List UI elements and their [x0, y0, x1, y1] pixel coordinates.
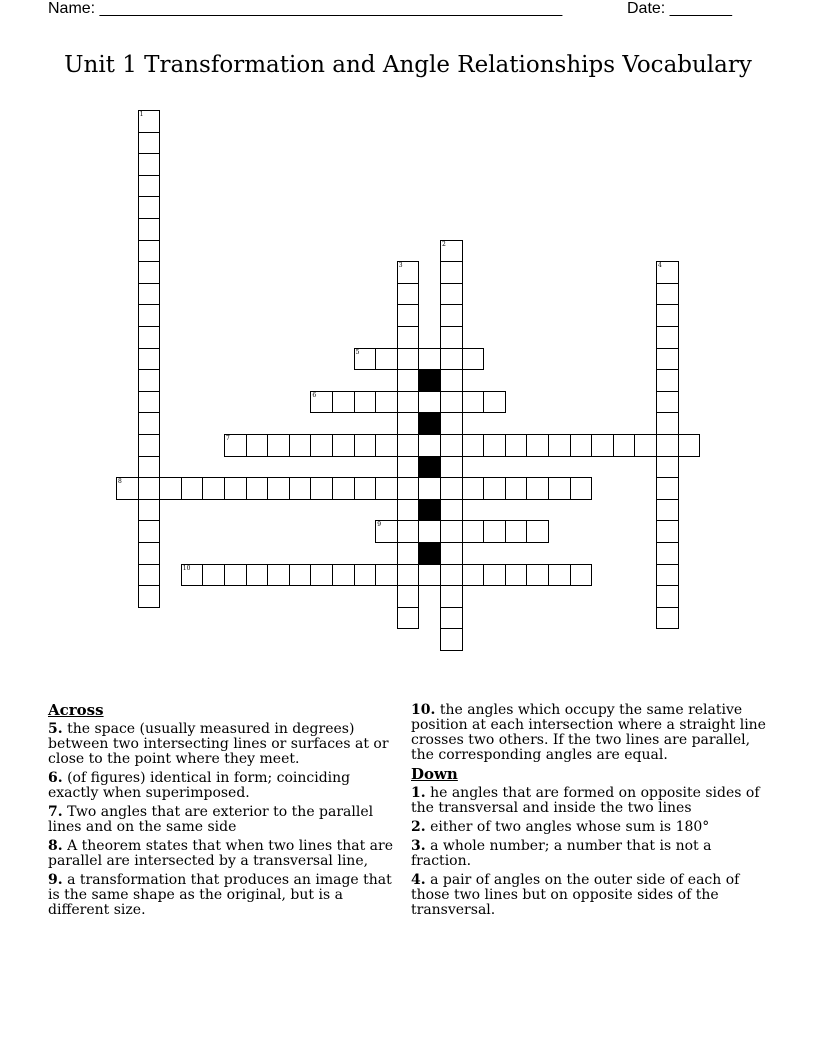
clue-text: a whole number; a number that is not a fraction.	[411, 838, 712, 869]
grid-cell[interactable]	[440, 240, 463, 263]
clues-left-column	[48, 703, 403, 922]
grid-cell[interactable]	[138, 391, 161, 414]
black-cell	[418, 369, 441, 392]
grid-cell[interactable]	[462, 564, 485, 587]
grid-cell[interactable]	[354, 564, 377, 587]
grid-cell[interactable]	[116, 477, 139, 500]
grid-cell[interactable]	[440, 434, 463, 457]
grid-cell[interactable]	[526, 434, 549, 457]
clue-text: (of figures) identical in form; coinciding exactly when superimposed.	[48, 770, 351, 801]
grid-cell[interactable]	[202, 564, 225, 587]
grid-cell[interactable]	[418, 391, 441, 414]
grid-cell[interactable]	[138, 196, 161, 219]
grid-cell[interactable]	[397, 283, 420, 306]
grid-cell[interactable]	[526, 477, 549, 500]
grid-cell[interactable]	[656, 412, 679, 435]
grid-cell[interactable]	[375, 391, 398, 414]
grid-cell[interactable]	[505, 434, 528, 457]
grid-cell[interactable]	[418, 564, 441, 587]
grid-cell[interactable]	[656, 585, 679, 608]
grid-cell[interactable]	[397, 412, 420, 435]
grid-cell[interactable]	[138, 175, 161, 198]
grid-cell[interactable]	[570, 434, 593, 457]
clue-text: the angles which occupy the same relative position at each intersection where a straight line crosses two others. If the two lines are parallel, the corresponding angles are equal.	[411, 702, 766, 763]
grid-cell[interactable]	[656, 283, 679, 306]
name-field[interactable]: Name: ____________________________________________________	[48, 0, 563, 17]
grid-cell[interactable]	[289, 434, 312, 457]
grid-cell[interactable]	[397, 564, 420, 587]
grid-cell[interactable]	[181, 564, 204, 587]
grid-cell[interactable]	[440, 391, 463, 414]
black-cell	[418, 542, 441, 565]
cell-number: 5	[355, 348, 360, 356]
grid-cell[interactable]	[656, 499, 679, 522]
grid-cell[interactable]	[375, 564, 398, 587]
grid-cell[interactable]	[138, 348, 161, 371]
grid-cell[interactable]	[397, 456, 420, 479]
grid-cell[interactable]	[138, 240, 161, 263]
grid-cell[interactable]	[505, 477, 528, 500]
grid-cell[interactable]	[138, 520, 161, 543]
clue-number: 10.	[411, 702, 436, 718]
clue-across-5	[48, 722, 403, 767]
grid-cell[interactable]	[440, 304, 463, 327]
grid-cell[interactable]	[138, 132, 161, 155]
grid-cell[interactable]	[656, 261, 679, 284]
grid-cell[interactable]	[440, 520, 463, 543]
cell-number: 6	[312, 391, 317, 399]
grid-cell[interactable]	[246, 434, 269, 457]
grid-cell[interactable]	[656, 391, 679, 414]
cell-number: 4	[658, 262, 662, 270]
cell-number: 9	[377, 521, 382, 529]
grid-cell[interactable]	[462, 391, 485, 414]
clue-down-1	[411, 786, 771, 816]
grid-cell[interactable]	[440, 607, 463, 630]
clue-number: 1.	[411, 785, 426, 801]
grid-cell[interactable]	[267, 564, 290, 587]
grid-cell[interactable]	[548, 564, 571, 587]
clue-number: 9.	[48, 872, 63, 888]
clue-across-10	[411, 703, 771, 763]
grid-cell[interactable]	[397, 369, 420, 392]
grid-cell[interactable]	[440, 412, 463, 435]
grid-cell[interactable]	[138, 456, 161, 479]
grid-cell[interactable]	[397, 348, 420, 371]
grid-cell[interactable]	[505, 564, 528, 587]
clue-text: a pair of angles on the outer side of each of those two lines but on opposite sides of the transversal.	[411, 872, 740, 918]
grid-cell[interactable]	[332, 434, 355, 457]
grid-cell[interactable]	[310, 564, 333, 587]
grid-cell[interactable]	[397, 520, 420, 543]
grid-cell[interactable]	[375, 477, 398, 500]
grid-cell[interactable]	[526, 520, 549, 543]
grid-cell[interactable]	[656, 369, 679, 392]
grid-cell[interactable]	[224, 564, 247, 587]
grid-cell[interactable]	[656, 348, 679, 371]
grid-cell[interactable]	[656, 542, 679, 565]
clue-number: 3.	[411, 838, 426, 854]
grid-cell[interactable]	[138, 585, 161, 608]
grid-cell[interactable]	[570, 477, 593, 500]
cell-number: 7	[226, 435, 230, 442]
grid-cell[interactable]	[418, 348, 441, 371]
grid-cell[interactable]	[418, 477, 441, 500]
grid-cell[interactable]	[483, 391, 506, 414]
clue-text: either of two angles whose sum is 180°	[430, 819, 710, 835]
grid-cell[interactable]	[332, 564, 355, 587]
clue-across-9	[48, 873, 403, 918]
grid-cell[interactable]	[246, 564, 269, 587]
black-cell	[418, 456, 441, 479]
grid-cell[interactable]	[656, 456, 679, 479]
grid-cell[interactable]	[397, 477, 420, 500]
grid-cell[interactable]	[138, 326, 161, 349]
clue-number: 2.	[411, 819, 426, 835]
grid-cell[interactable]	[138, 110, 161, 133]
grid-cell[interactable]	[224, 477, 247, 500]
grid-cell[interactable]	[138, 369, 161, 392]
grid-cell[interactable]	[310, 391, 333, 414]
grid-cell[interactable]	[397, 585, 420, 608]
grid-cell[interactable]	[462, 520, 485, 543]
grid-cell[interactable]	[656, 304, 679, 327]
grid-cell[interactable]	[505, 520, 528, 543]
grid-cell[interactable]	[267, 434, 290, 457]
across-heading: Across	[48, 701, 104, 719]
page-title: Unit 1 Transformation and Angle Relationships Vocabulary	[64, 52, 752, 78]
clue-down-3	[411, 839, 771, 869]
clue-down-2	[411, 820, 771, 835]
grid-cell[interactable]	[440, 283, 463, 306]
grid-cell[interactable]	[462, 477, 485, 500]
clue-text: the space (usually measured in degrees) between two intersecting lines or surfaces at or close to the point where they meet.	[48, 721, 389, 767]
grid-cell[interactable]	[418, 520, 441, 543]
grid-cell[interactable]	[483, 477, 506, 500]
clue-text: Two angles that are exterior to the parallel lines and on the same side	[48, 804, 374, 835]
grid-cell[interactable]	[202, 477, 225, 500]
grid-cell[interactable]	[634, 434, 657, 457]
clue-number: 4.	[411, 872, 426, 888]
grid-cell[interactable]	[289, 477, 312, 500]
clue-across-8	[48, 839, 403, 869]
grid-cell[interactable]	[440, 542, 463, 565]
clue-text: A theorem states that when two lines that are parallel are intersected by a transversal line,	[48, 838, 393, 869]
grid-cell[interactable]	[397, 304, 420, 327]
cell-number: 10	[182, 564, 191, 572]
grid-cell[interactable]	[159, 477, 182, 500]
grid-cell[interactable]	[483, 520, 506, 543]
grid-cell[interactable]	[138, 542, 161, 565]
clue-across-7	[48, 805, 403, 835]
cell-number: 8	[118, 478, 122, 486]
grid-cell[interactable]	[440, 456, 463, 479]
grid-cell[interactable]	[678, 434, 701, 457]
grid-cell[interactable]	[418, 434, 441, 457]
clues-right-column	[411, 703, 771, 922]
grid-cell[interactable]	[138, 283, 161, 306]
grid-cell[interactable]	[354, 434, 377, 457]
grid-cell[interactable]	[440, 585, 463, 608]
grid-cell[interactable]	[375, 520, 398, 543]
black-cell	[418, 412, 441, 435]
grid-cell[interactable]	[138, 564, 161, 587]
grid-cell[interactable]	[138, 477, 161, 500]
grid-cell[interactable]	[181, 477, 204, 500]
grid-cell[interactable]	[332, 391, 355, 414]
grid-cell[interactable]	[440, 348, 463, 371]
grid-cell[interactable]	[246, 477, 269, 500]
grid-cell[interactable]	[656, 564, 679, 587]
grid-cell[interactable]	[397, 499, 420, 522]
grid-cell[interactable]	[462, 348, 485, 371]
grid-cell[interactable]	[440, 477, 463, 500]
grid-cell[interactable]	[397, 434, 420, 457]
grid-cell[interactable]	[397, 261, 420, 284]
clue-number: 7.	[48, 804, 63, 820]
grid-cell[interactable]	[375, 434, 398, 457]
clue-down-4	[411, 873, 771, 918]
grid-cell[interactable]	[440, 564, 463, 587]
grid-cell[interactable]	[267, 477, 290, 500]
grid-cell[interactable]	[310, 477, 333, 500]
grid-cell[interactable]	[138, 304, 161, 327]
grid-cell[interactable]	[397, 607, 420, 630]
grid-cell[interactable]	[138, 499, 161, 522]
grid-cell[interactable]	[375, 348, 398, 371]
clue-number: 6.	[48, 770, 63, 786]
grid-cell[interactable]	[138, 153, 161, 176]
grid-cell[interactable]	[656, 607, 679, 630]
grid-cell[interactable]	[483, 564, 506, 587]
down-heading: Down	[411, 765, 458, 783]
grid-cell[interactable]	[440, 326, 463, 349]
grid-cell[interactable]	[548, 477, 571, 500]
cell-number: 1	[139, 111, 144, 118]
grid-cell[interactable]	[656, 520, 679, 543]
grid-cell[interactable]	[526, 564, 549, 587]
grid-cell[interactable]	[440, 261, 463, 284]
grid-cell[interactable]	[332, 477, 355, 500]
clue-text: a transformation that produces an image that is the same shape as the original, but is a different size.	[48, 872, 392, 918]
grid-cell[interactable]	[138, 218, 161, 241]
grid-cell[interactable]	[440, 499, 463, 522]
grid-cell[interactable]	[591, 434, 614, 457]
grid-cell[interactable]	[224, 434, 247, 457]
grid-cell[interactable]	[354, 348, 377, 371]
clue-number: 8.	[48, 838, 63, 854]
grid-cell[interactable]	[440, 369, 463, 392]
grid-cell[interactable]	[440, 628, 463, 651]
clue-number: 5.	[48, 721, 63, 737]
grid-cell[interactable]	[289, 564, 312, 587]
clue-across-6	[48, 771, 403, 801]
grid-cell[interactable]	[354, 391, 377, 414]
grid-cell[interactable]	[462, 434, 485, 457]
grid-cell[interactable]	[138, 261, 161, 284]
grid-cell[interactable]	[397, 326, 420, 349]
grid-cell[interactable]	[397, 391, 420, 414]
date-field[interactable]: Date: _______	[627, 0, 732, 17]
grid-cell[interactable]	[397, 542, 420, 565]
grid-cell[interactable]	[656, 477, 679, 500]
grid-cell[interactable]	[138, 412, 161, 435]
clue-text: he angles that are formed on opposite sides of the transversal and inside the two lines	[411, 785, 760, 816]
black-cell	[418, 499, 441, 522]
grid-cell[interactable]	[548, 434, 571, 457]
cell-number: 2	[442, 240, 446, 248]
cell-number: 3	[398, 262, 403, 270]
grid-cell[interactable]	[138, 434, 161, 457]
grid-cell[interactable]	[613, 434, 636, 457]
grid-cell[interactable]	[656, 326, 679, 349]
grid-cell[interactable]	[354, 477, 377, 500]
grid-cell[interactable]	[570, 564, 593, 587]
grid-cell[interactable]	[310, 434, 333, 457]
grid-cell[interactable]	[656, 434, 679, 457]
grid-cell[interactable]	[483, 434, 506, 457]
